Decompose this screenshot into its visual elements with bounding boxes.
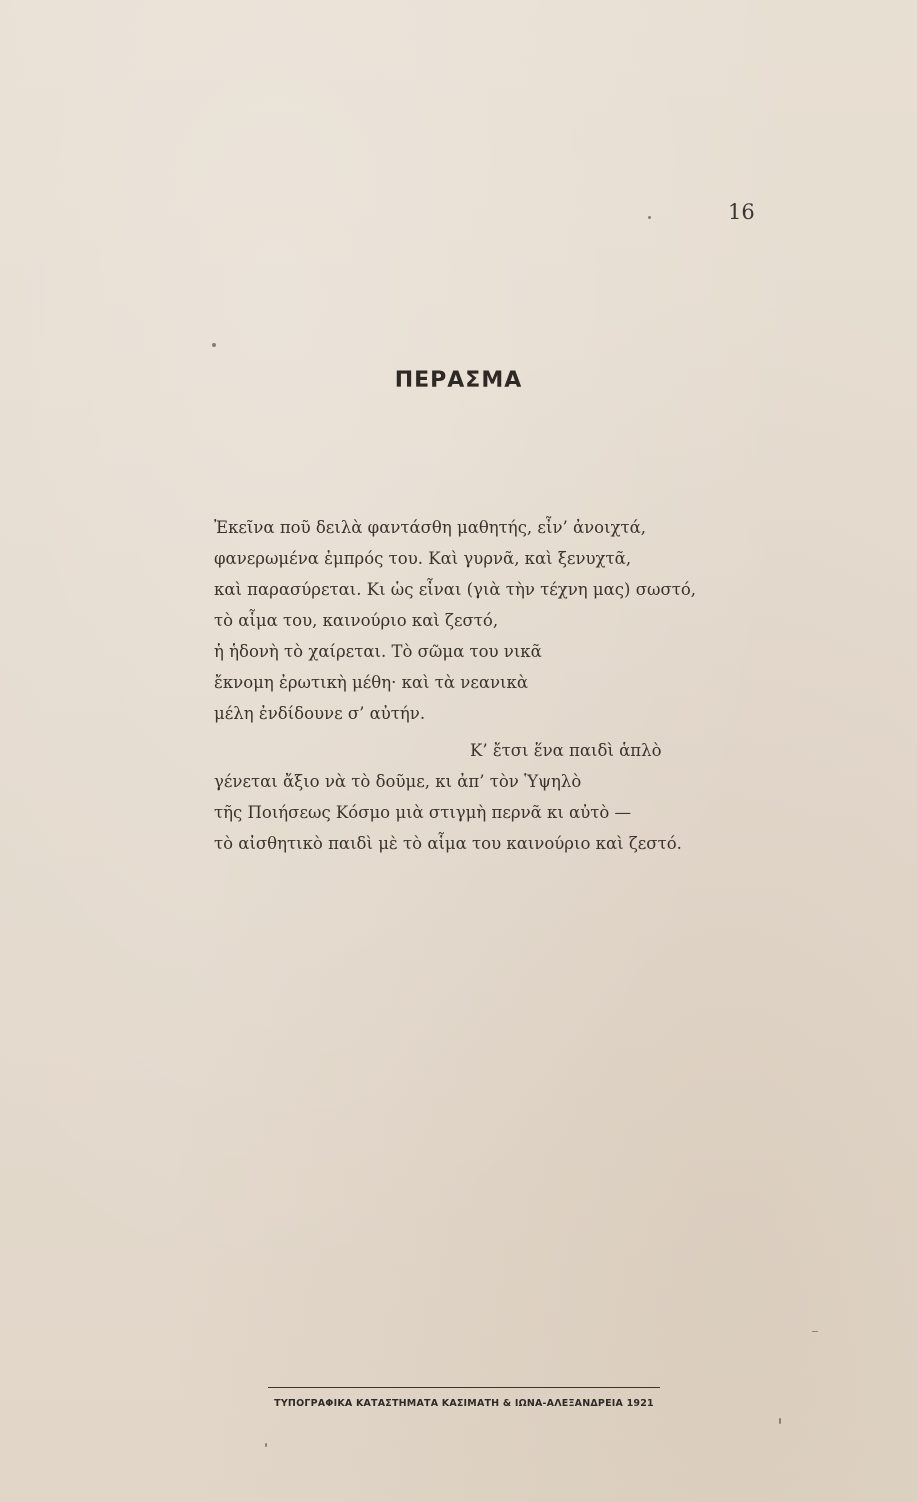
poem-line: ἡ ἡδονὴ τὸ χαίρεται. Τὸ σῶμα του νικᾶ: [214, 642, 542, 661]
paper-speck: [779, 1418, 781, 1424]
poem-line: Ἐκεῖνα ποῦ δειλὰ φαντάσθη μαθητής, εἶν’ ἀνοιχτά,: [214, 518, 647, 537]
paper-speck: [812, 1331, 818, 1332]
footer-divider: [268, 1387, 660, 1388]
poem-line: καὶ παρασύρεται. Κι ὡς εἶναι (γιὰ τὴν τέχνη μας) σωστό,: [214, 580, 697, 599]
page-number: 16: [728, 200, 755, 224]
poem-line: φανερωμένα ἐμπρός του. Καὶ γυρνᾶ, καὶ ξενυχτᾶ,: [214, 549, 632, 568]
poem-body: [214, 512, 774, 859]
paper-speck: [265, 1443, 267, 1447]
paper-speck: [212, 343, 216, 347]
poem-title: ΠΕΡΑΣΜΑ: [394, 368, 523, 393]
stanza-2: [214, 735, 774, 859]
poem-line: μέλη ἐνδίδουνε σ’ αὐτήν.: [214, 704, 426, 723]
poem-line: Κ’ ἔτσι ἕνα παιδὶ ἁπλὸ: [470, 741, 662, 760]
printer-imprint: ΤΥΠΟΓΡΑΦΙΚΑ ΚΑΤΑΣΤΗΜΑΤΑ ΚΑΣΙΜΑΤΗ & ΙΩΝΑ-ΑΛΕΞΑΝΔΡΕΙΑ 1921: [274, 1398, 654, 1409]
poem-line: τὸ αἰσθητικὸ παιδὶ μὲ τὸ αἷμα του καινούριο καὶ ζεστό.: [214, 834, 682, 853]
poem-line: τὸ αἷμα του, καινούριο καὶ ζεστό,: [214, 611, 499, 630]
poem-line: τῆς Ποιήσεως Κόσμο μιὰ στιγμὴ περνᾶ κι αὐτὸ —: [214, 803, 632, 822]
poem-line: ἔκνομη ἐρωτικὴ μέθη· καὶ τὰ νεανικὰ: [214, 673, 528, 692]
paper-speck: [648, 216, 651, 219]
poem-line: γένεται ἄξιο νὰ τὸ δοῦμε, κι ἀπ’ τὸν Ὑψηλὸ: [214, 772, 582, 791]
stanza-1: [214, 512, 774, 729]
